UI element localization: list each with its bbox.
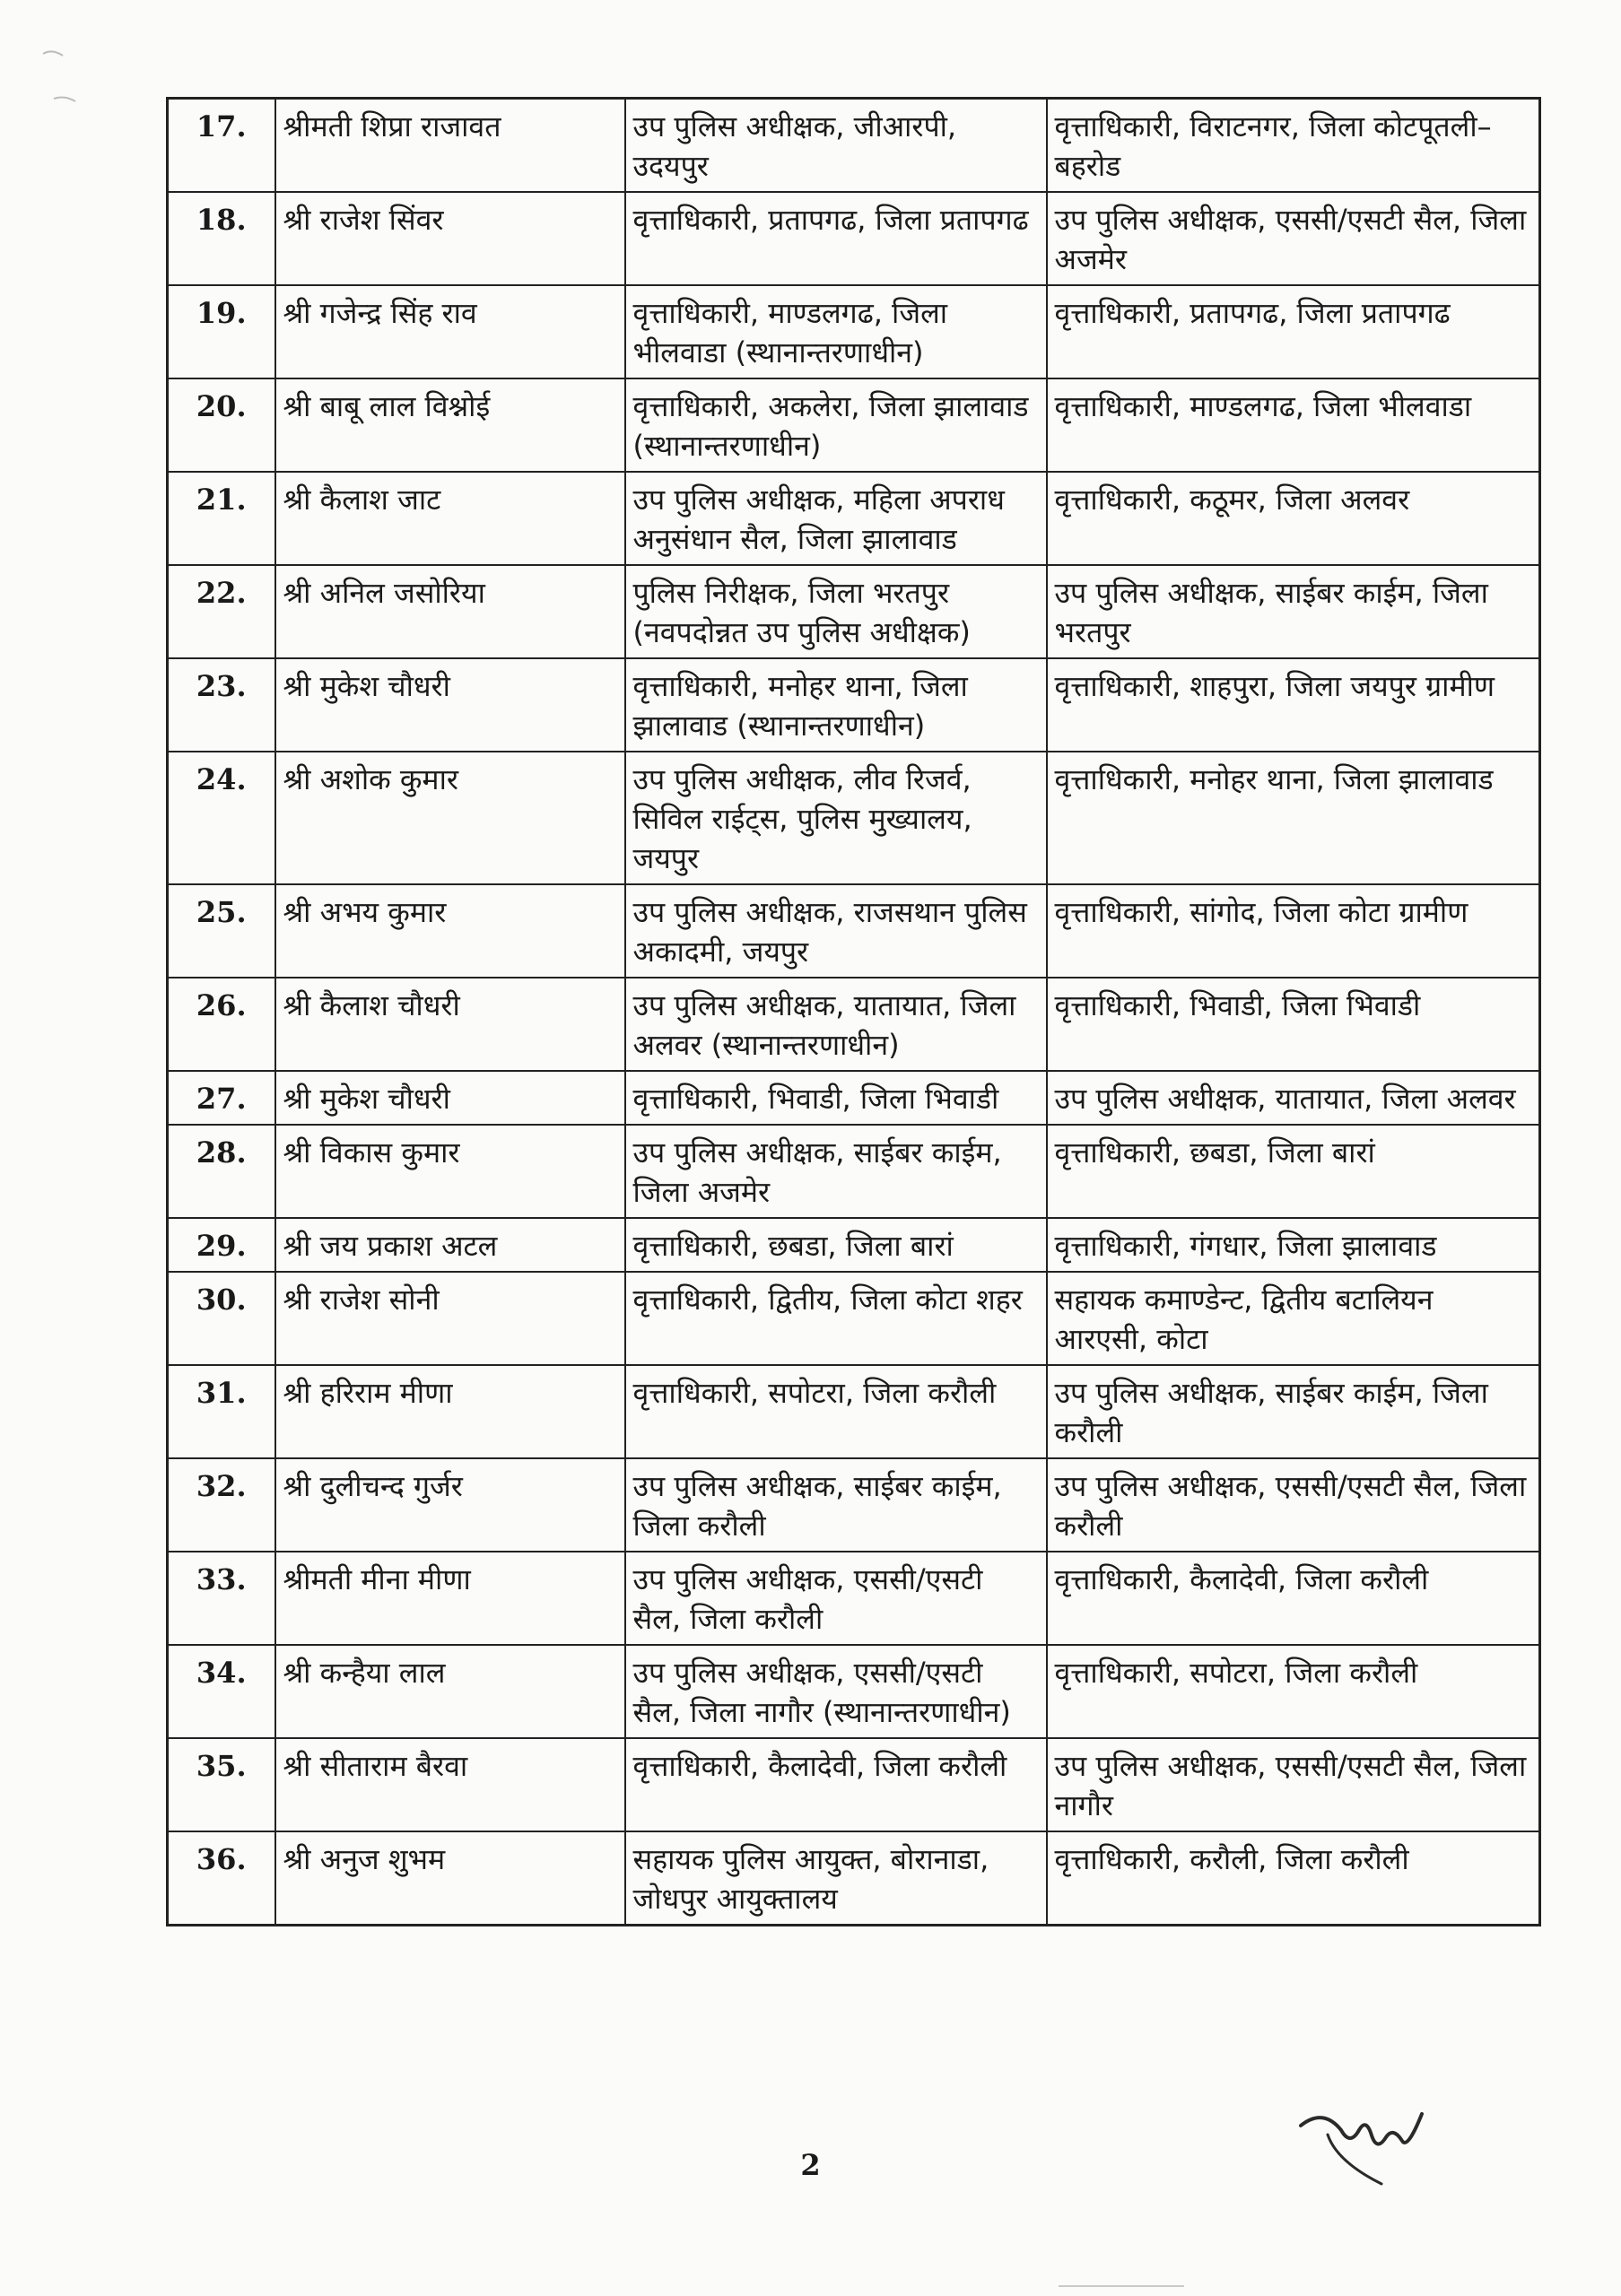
officer-name: श्री अनिल जसोरिया [275, 565, 625, 658]
new-posting: वृत्ताधिकारी, कठूमर, जिला अलवर [1047, 472, 1540, 565]
scan-smudge [36, 36, 108, 117]
serial-number: 20. [168, 378, 275, 472]
serial-number: 29. [168, 1218, 275, 1272]
serial-number: 35. [168, 1738, 275, 1831]
table-row [168, 285, 1540, 378]
table-row [168, 1458, 1540, 1552]
serial-number: 17. [168, 99, 275, 193]
table-row [168, 884, 1540, 978]
table-row [168, 658, 1540, 752]
officer-name: श्री मुकेश चौधरी [275, 658, 625, 752]
current-posting: उप पुलिस अधीक्षक, लीव रिजर्व, सिविल राईट्स, पुलिस मुख्यालय, जयपुर [625, 752, 1047, 884]
current-posting: वृत्ताधिकारी, मनोहर थाना, जिला झालावाड (स्थानान्तरणाधीन) [625, 658, 1047, 752]
new-posting: वृत्ताधिकारी, विराटनगर, जिला कोटपूतली–बहरोड [1047, 99, 1540, 193]
officer-name: श्री गजेन्द्र सिंह राव [275, 285, 625, 378]
officer-name: श्री अनुज शुभम [275, 1831, 625, 1926]
table-row [168, 378, 1540, 472]
table-row [168, 978, 1540, 1071]
new-posting: उप पुलिस अधीक्षक, एससी/एसटी सैल, जिला अजमेर [1047, 192, 1540, 285]
table-row [168, 472, 1540, 565]
new-posting: वृत्ताधिकारी, करौली, जिला करौली [1047, 1831, 1540, 1926]
table-row [168, 192, 1540, 285]
current-posting: उप पुलिस अधीक्षक, एससी/एसटी सैल, जिला करौली [625, 1552, 1047, 1645]
officer-name: श्री विकास कुमार [275, 1125, 625, 1218]
new-posting: वृत्ताधिकारी, छबडा, जिला बारां [1047, 1125, 1540, 1218]
officer-name: श्री सीताराम बैरवा [275, 1738, 625, 1831]
new-posting: वृत्ताधिकारी, माण्डलगढ, जिला भीलवाडा [1047, 378, 1540, 472]
new-posting: वृत्ताधिकारी, शाहपुरा, जिला जयपुर ग्रामीण [1047, 658, 1540, 752]
current-posting: उप पुलिस अधीक्षक, एससी/एसटी सैल, जिला नागौर (स्थानान्तरणाधीन) [625, 1645, 1047, 1738]
current-posting: वृत्ताधिकारी, भिवाडी, जिला भिवाडी [625, 1071, 1047, 1125]
current-posting: वृत्ताधिकारी, माण्डलगढ, जिला भीलवाडा (स्थानान्तरणाधीन) [625, 285, 1047, 378]
transfer-table-body [168, 99, 1540, 1926]
serial-number: 32. [168, 1458, 275, 1552]
current-posting: वृत्ताधिकारी, सपोटरा, जिला करौली [625, 1365, 1047, 1458]
page-number: 2 [800, 2148, 821, 2182]
transfer-table [166, 97, 1541, 1926]
current-posting: वृत्ताधिकारी, छबडा, जिला बारां [625, 1218, 1047, 1272]
serial-number: 34. [168, 1645, 275, 1738]
new-posting: उप पुलिस अधीक्षक, एससी/एसटी सैल, जिला करौली [1047, 1458, 1540, 1552]
officer-name: श्री कैलाश जाट [275, 472, 625, 565]
serial-number: 23. [168, 658, 275, 752]
serial-number: 27. [168, 1071, 275, 1125]
table-row [168, 1365, 1540, 1458]
serial-number: 25. [168, 884, 275, 978]
serial-number: 31. [168, 1365, 275, 1458]
officer-name: श्री कन्हैया लाल [275, 1645, 625, 1738]
current-posting: सहायक पुलिस आयुक्त, बोरानाडा, जोधपुर आयुक्तालय [625, 1831, 1047, 1926]
current-posting: वृत्ताधिकारी, अकलेरा, जिला झालावाड (स्थानान्तरणाधीन) [625, 378, 1047, 472]
new-posting: उप पुलिस अधीक्षक, एससी/एसटी सैल, जिला नागौर [1047, 1738, 1540, 1831]
officer-name: श्री राजेश सिंवर [275, 192, 625, 285]
officer-name: श्री अभय कुमार [275, 884, 625, 978]
new-posting: वृत्ताधिकारी, कैलादेवी, जिला करौली [1047, 1552, 1540, 1645]
serial-number: 30. [168, 1272, 275, 1365]
new-posting: वृत्ताधिकारी, सांगोद, जिला कोटा ग्रामीण [1047, 884, 1540, 978]
serial-number: 33. [168, 1552, 275, 1645]
serial-number: 18. [168, 192, 275, 285]
officer-name: श्रीमती शिप्रा राजावत [275, 99, 625, 193]
current-posting: वृत्ताधिकारी, द्वितीय, जिला कोटा शहर [625, 1272, 1047, 1365]
scan-edge-line [1059, 2285, 1184, 2287]
current-posting: उप पुलिस अधीक्षक, महिला अपराध अनुसंधान सैल, जिला झालावाड [625, 472, 1047, 565]
current-posting: उप पुलिस अधीक्षक, यातायात, जिला अलवर (स्थानान्तरणाधीन) [625, 978, 1047, 1071]
current-posting: वृत्ताधिकारी, प्रतापगढ, जिला प्रतापगढ [625, 192, 1047, 285]
new-posting: वृत्ताधिकारी, सपोटरा, जिला करौली [1047, 1645, 1540, 1738]
serial-number: 24. [168, 752, 275, 884]
new-posting: उप पुलिस अधीक्षक, साईबर काईम, जिला भरतपुर [1047, 565, 1540, 658]
new-posting: उप पुलिस अधीक्षक, साईबर काईम, जिला करौली [1047, 1365, 1540, 1458]
table-row [168, 1125, 1540, 1218]
table-row [168, 1831, 1540, 1926]
table-row [168, 1071, 1540, 1125]
serial-number: 36. [168, 1831, 275, 1926]
table-row [168, 565, 1540, 658]
new-posting: वृत्ताधिकारी, भिवाडी, जिला भिवाडी [1047, 978, 1540, 1071]
serial-number: 26. [168, 978, 275, 1071]
table-row [168, 99, 1540, 193]
officer-name: श्री जय प्रकाश अटल [275, 1218, 625, 1272]
current-posting: उप पुलिस अधीक्षक, साईबर काईम, जिला अजमेर [625, 1125, 1047, 1218]
new-posting: सहायक कमाण्डेन्ट, द्वितीय बटालियन आरएसी, कोटा [1047, 1272, 1540, 1365]
signature-icon [1292, 2099, 1435, 2197]
current-posting: उप पुलिस अधीक्षक, जीआरपी, उदयपुर [625, 99, 1047, 193]
table-row [168, 1552, 1540, 1645]
officer-name: श्री मुकेश चौधरी [275, 1071, 625, 1125]
current-posting: उप पुलिस अधीक्षक, राजसथान पुलिस अकादमी, जयपुर [625, 884, 1047, 978]
officer-name: श्री अशोक कुमार [275, 752, 625, 884]
officer-name: श्रीमती मीना मीणा [275, 1552, 625, 1645]
new-posting: वृत्ताधिकारी, मनोहर थाना, जिला झालावाड [1047, 752, 1540, 884]
new-posting: वृत्ताधिकारी, प्रतापगढ, जिला प्रतापगढ [1047, 285, 1540, 378]
officer-name: श्री बाबू लाल विश्नोई [275, 378, 625, 472]
table-row [168, 1738, 1540, 1831]
serial-number: 28. [168, 1125, 275, 1218]
serial-number: 21. [168, 472, 275, 565]
table-row [168, 1272, 1540, 1365]
serial-number: 19. [168, 285, 275, 378]
officer-name: श्री कैलाश चौधरी [275, 978, 625, 1071]
serial-number: 22. [168, 565, 275, 658]
new-posting: उप पुलिस अधीक्षक, यातायात, जिला अलवर [1047, 1071, 1540, 1125]
current-posting: पुलिस निरीक्षक, जिला भरतपुर (नवपदोन्नत उप पुलिस अधीक्षक) [625, 565, 1047, 658]
current-posting: उप पुलिस अधीक्षक, साईबर काईम, जिला करौली [625, 1458, 1047, 1552]
table-row [168, 1645, 1540, 1738]
transfer-list [166, 97, 1538, 1926]
officer-name: श्री हरिराम मीणा [275, 1365, 625, 1458]
officer-name: श्री राजेश सोनी [275, 1272, 625, 1365]
table-row [168, 752, 1540, 884]
current-posting: वृत्ताधिकारी, कैलादेवी, जिला करौली [625, 1738, 1047, 1831]
new-posting: वृत्ताधिकारी, गंगधार, जिला झालावाड [1047, 1218, 1540, 1272]
table-row [168, 1218, 1540, 1272]
officer-name: श्री दुलीचन्द गुर्जर [275, 1458, 625, 1552]
